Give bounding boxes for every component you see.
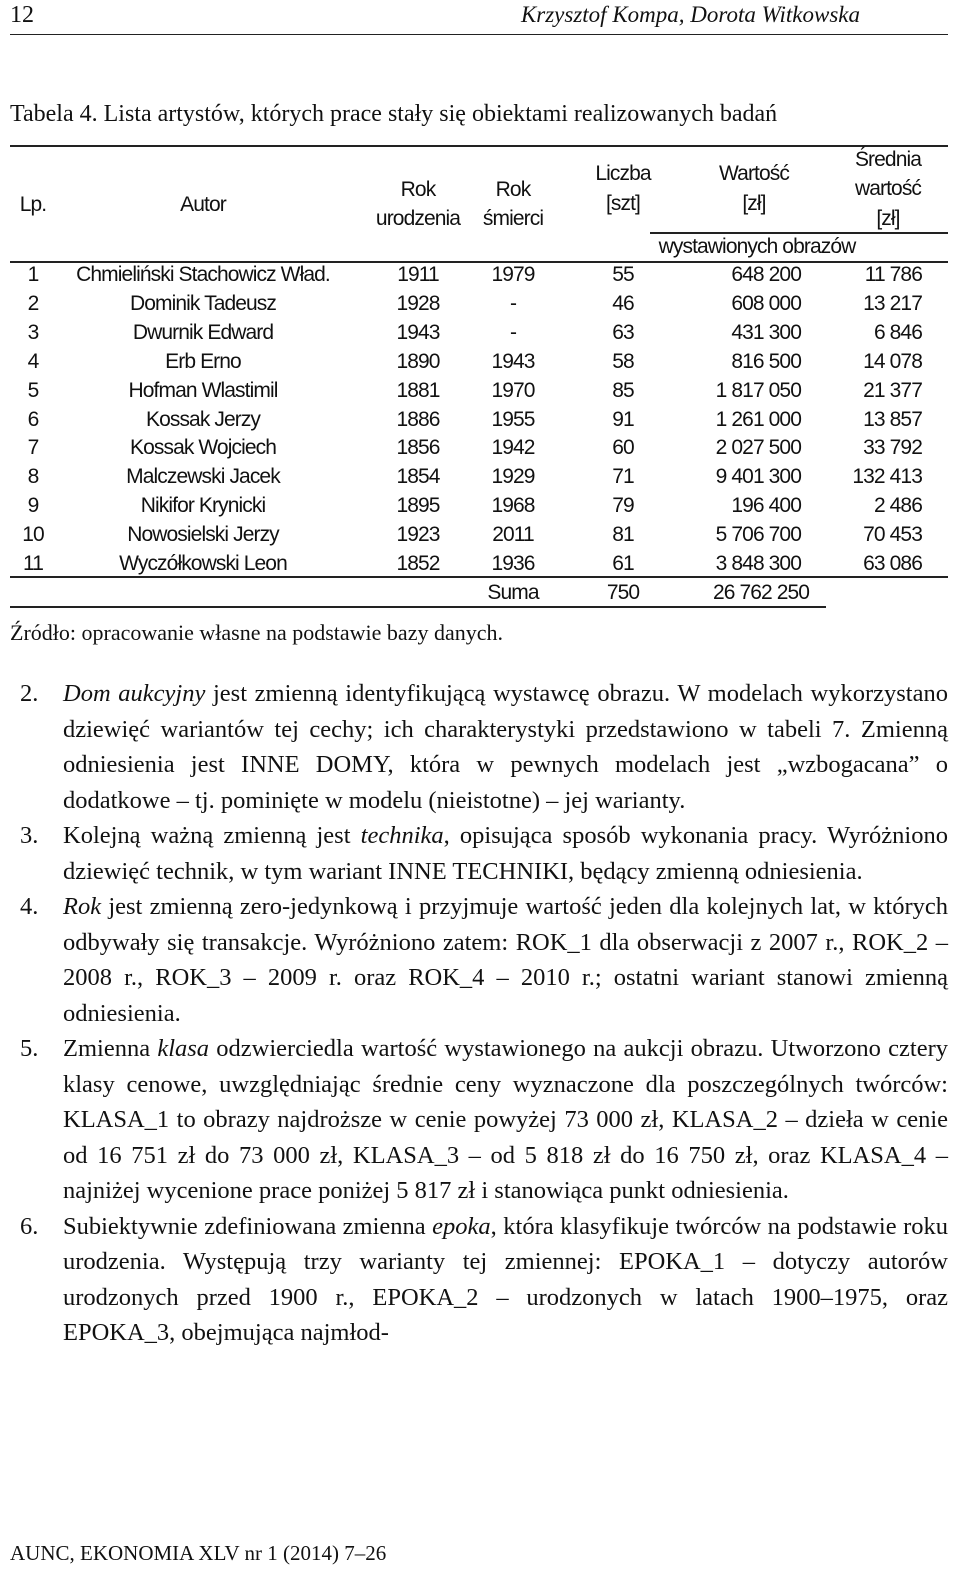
list-item — [20, 1031, 948, 1209]
table-cell-srednia: 14 078 — [863, 349, 922, 373]
table-cell-rok-smierci: 1929 — [491, 465, 535, 489]
table-cell-liczba: 71 — [612, 465, 634, 489]
table-cell-rok-urodzenia: 1943 — [396, 320, 440, 344]
table-header-rule — [10, 261, 948, 263]
table-sum-liczba: 750 — [606, 581, 640, 604]
table-cell-lp: 8 — [27, 465, 39, 489]
list-item-number: 5. — [20, 1035, 39, 1062]
table-top-rule — [10, 145, 948, 147]
list-item — [20, 889, 948, 1031]
table-cell-srednia: 70 453 — [863, 523, 922, 547]
table-cell-srednia: 63 086 — [863, 552, 922, 575]
table-cell-wartosc: 816 500 — [731, 349, 801, 373]
table-cell-srednia: 2 486 — [873, 494, 922, 518]
table-source-note: Źródło: opracowanie własne na podstawie bazy danych. — [10, 620, 503, 645]
table-cell-lp: 7 — [27, 436, 39, 460]
table-cell-srednia: 11 786 — [864, 263, 922, 286]
table-cell-liczba: 58 — [612, 349, 634, 373]
table-cell-wartosc: 3 848 300 — [715, 552, 801, 575]
text-run: odzwierciedla wartość wystawionego na aukcji obrazu. Utworzono cztery klasy cenowe, uwzględniając średnie ceny wyznaczone dla poszczególnych twórców: KLASA_1 to obrazy najdroższe w cenie powyżej 73 000 zł, KLASA_2 – dzieła w cenie od 16 751 zł do 73 000 zł, KLASA_3 – od 5 818 zł do 16 750 zł, oraz KLASA_4 – najniżej wycenione prace poniżej 5 817 zł i stanowiąca punkt odniesienia. — [63, 1035, 948, 1204]
table-cell-autor: Wyczółkowski Leon — [119, 552, 287, 575]
table-cell-rok-urodzenia: 1856 — [396, 436, 440, 460]
table-cell-rok-smierci: - — [509, 320, 517, 344]
table-cell-srednia: 13 217 — [863, 291, 922, 315]
journal-citation: AUNC, EKONOMIA XLV nr 1 (2014) 7–26 — [10, 1541, 387, 1565]
col-header-rok-urodzenia: Rok — [400, 178, 436, 201]
table-cell-autor: Kossak Wojciech — [129, 436, 277, 460]
table-cell-autor: Chmieliński Stachowicz Wład. — [76, 263, 330, 286]
table-cell-rok-smierci: 1942 — [491, 436, 535, 460]
table-cell-rok-smierci: 1943 — [491, 349, 535, 373]
table-cell-wartosc: 1 261 000 — [715, 407, 801, 431]
text-run: , która klasyfikuje twórców na podstawie roku urodzenia. Występują trzy warianty tej zmiennej: EPOKA_1 – dotyczy autorów urodzonych przed 1900 r., EPOKA_2 – urodzonych w latach 1900–1975, oraz EPOKA_3, obejmująca najmłod- — [63, 1212, 948, 1346]
table-cell-lp: 6 — [27, 407, 39, 431]
table-cell-rok-smierci: 1970 — [491, 378, 535, 402]
text-run: jest zmienną zero-jedynkową i przyjmuje wartość jeden dla kolejnych lat, w których odbywały się transakcje. Wyróżniono zatem: ROK_1 dla obserwacji z 2007 r., ROK_2 – 2008 r., ROK_3 – 2009 r. oraz ROK_4 – 2010 r.; ostatni wariant stanowi zmienną odniesienia. — [63, 893, 948, 1027]
text-run: Kolejną ważną zmienną jest — [63, 822, 361, 849]
table-cell-liczba: 55 — [612, 263, 634, 286]
table-cell-rok-smierci: 1968 — [491, 494, 535, 518]
table-cell-rok-urodzenia: 1923 — [396, 523, 440, 547]
table-cell-autor: Nowosielski Jerzy — [127, 523, 279, 547]
page-number: 12 — [10, 2, 34, 28]
table-cell-autor: Hofman Wlastimil — [128, 378, 278, 402]
table-sum-wartosc: 26 762 250 — [712, 581, 810, 604]
table-cell-rok-smierci: 1955 — [491, 407, 535, 431]
text-run: Subiektywnie zdefiniowana zmienna — [63, 1212, 433, 1240]
list-item-number: 3. — [20, 822, 39, 849]
table-cell-lp: 11 — [23, 552, 43, 575]
list-item — [20, 818, 948, 889]
col-header-rok-smierci: Rok — [495, 178, 531, 201]
table-body-rule — [10, 576, 948, 578]
table-cell-lp: 2 — [27, 291, 39, 315]
table-cell-rok-urodzenia: 1890 — [396, 349, 440, 373]
col-header-rok-urodzenia: urodzenia — [375, 207, 461, 230]
table-cell-lp: 5 — [27, 378, 39, 402]
col-header-wartosc: [zł] — [742, 192, 766, 215]
table-cell-srednia: 21 377 — [863, 378, 922, 402]
table-cell-rok-urodzenia: 1881 — [396, 378, 440, 402]
table-cell-liczba: 63 — [612, 320, 634, 344]
col-header-liczba: Liczba — [595, 162, 651, 185]
table-cell-rok-smierci: - — [509, 291, 517, 315]
table-cell-lp: 10 — [22, 523, 44, 547]
variable-name: Dom aukcyjny — [63, 680, 206, 707]
table-cell-rok-urodzenia: 1852 — [396, 552, 440, 575]
list-item-text — [63, 818, 948, 889]
table-caption: Tabela 4. Lista artystów, których prace stały się obiektami realizowanych badań — [10, 101, 778, 127]
list-item-text — [63, 889, 948, 1031]
table-cell-autor: Dominik Tadeusz — [129, 291, 277, 315]
table-cell-lp: 9 — [27, 494, 39, 518]
col-header-srednia: wartość — [854, 177, 922, 200]
list-item-number: 6. — [20, 1212, 39, 1240]
variable-name: epoka — [432, 1212, 491, 1240]
col-header-lp: Lp. — [19, 193, 47, 216]
table-cell-wartosc: 648 200 — [731, 263, 801, 286]
text-run: Zmienna — [63, 1035, 158, 1062]
table-cell-liczba: 85 — [612, 378, 634, 402]
table-cell-autor: Erb Erno — [165, 349, 241, 373]
col-header-wartosc: Wartość — [719, 162, 789, 185]
table-cell-rok-urodzenia: 1854 — [396, 465, 440, 489]
list-item — [20, 1209, 948, 1351]
table-cell-wartosc: 5 706 700 — [715, 523, 801, 547]
table-cell-autor: Malczewski Jacek — [126, 465, 280, 489]
table-bottom-rule — [10, 606, 826, 608]
table-cell-wartosc: 431 300 — [731, 320, 801, 344]
list-item-text — [63, 1209, 948, 1351]
list-item-number: 4. — [20, 893, 39, 920]
table-cell-srednia: 132 413 — [852, 465, 922, 489]
table-cell-rok-smierci: 1979 — [491, 263, 535, 286]
col-header-span-wystawionych: wystawionych obrazów — [658, 235, 856, 258]
table-sum-label: Suma — [487, 581, 539, 604]
list-item-text — [63, 676, 948, 818]
col-header-rok-smierci: śmierci — [482, 207, 544, 230]
table-cell-autor: Nikifor Krynicki — [140, 494, 266, 518]
running-header-authors: Krzysztof Kompa, Dorota Witkowska — [520, 2, 860, 27]
table-cell-wartosc: 1 817 050 — [715, 378, 801, 402]
variables-list — [20, 676, 948, 1351]
text-run: jest zmienną identyfikującą wystawcę obrazu. W modelach wykorzystano dziewięć wariantów tej cechy; ich charakterystyki przedstawiono w tabeli 7. Zmienną odniesienia jest INNE DOMY, która w pewnych modelach jest „wzbogacana” o dodatkowe – tj. pominięte w modelu (nieistotne) – jej warianty. — [63, 680, 948, 814]
text-run: , opisująca sposób wykonania pracy. Wyróżniono dziewięć technik, w tym wariant INNE TECHNIKI, będący zmienną odniesienia. — [63, 822, 948, 885]
table-cell-autor: Dwurnik Edward — [132, 320, 274, 344]
table-cell-rok-urodzenia: 1886 — [396, 407, 440, 431]
table-cell-liczba: 81 — [612, 523, 634, 547]
list-item-text — [63, 1031, 948, 1209]
table-cell-liczba: 61 — [612, 552, 634, 575]
list-item-number: 2. — [20, 680, 39, 707]
variable-name: technika — [360, 822, 444, 849]
table-header-midrule — [650, 232, 948, 234]
table-cell-lp: 1 — [27, 263, 39, 286]
table-cell-wartosc: 9 401 300 — [715, 465, 801, 489]
col-header-autor: Autor — [180, 193, 226, 216]
table-cell-liczba: 46 — [612, 291, 634, 315]
list-item — [20, 676, 948, 818]
table-cell-autor: Kossak Jerzy — [145, 407, 261, 431]
table-cell-wartosc: 2 027 500 — [715, 436, 801, 460]
variable-name: klasa — [157, 1035, 210, 1062]
table-cell-srednia: 13 857 — [863, 407, 922, 431]
table-cell-srednia: 33 792 — [863, 436, 922, 460]
table-cell-liczba: 91 — [612, 407, 634, 431]
table-cell-srednia: 6 846 — [873, 320, 922, 344]
table-cell-lp: 4 — [27, 349, 39, 373]
col-header-srednia: Średnia — [854, 148, 922, 171]
variable-name: Rok — [63, 893, 102, 920]
table-cell-wartosc: 196 400 — [731, 494, 801, 518]
table-cell-lp: 3 — [27, 320, 39, 344]
table-cell-liczba: 79 — [612, 494, 634, 518]
table-cell-wartosc: 608 000 — [731, 291, 801, 315]
col-header-srednia: [zł] — [876, 207, 900, 230]
running-header — [10, 0, 948, 35]
table-cell-rok-urodzenia: 1895 — [396, 494, 440, 518]
col-header-liczba: [szt] — [605, 192, 641, 215]
table-cell-rok-smierci: 2011 — [492, 523, 534, 547]
table-cell-rok-urodzenia: 1928 — [396, 291, 440, 315]
table-cell-rok-urodzenia: 1911 — [397, 263, 439, 286]
table-cell-liczba: 60 — [612, 436, 634, 460]
table-cell-rok-smierci: 1936 — [491, 552, 535, 575]
